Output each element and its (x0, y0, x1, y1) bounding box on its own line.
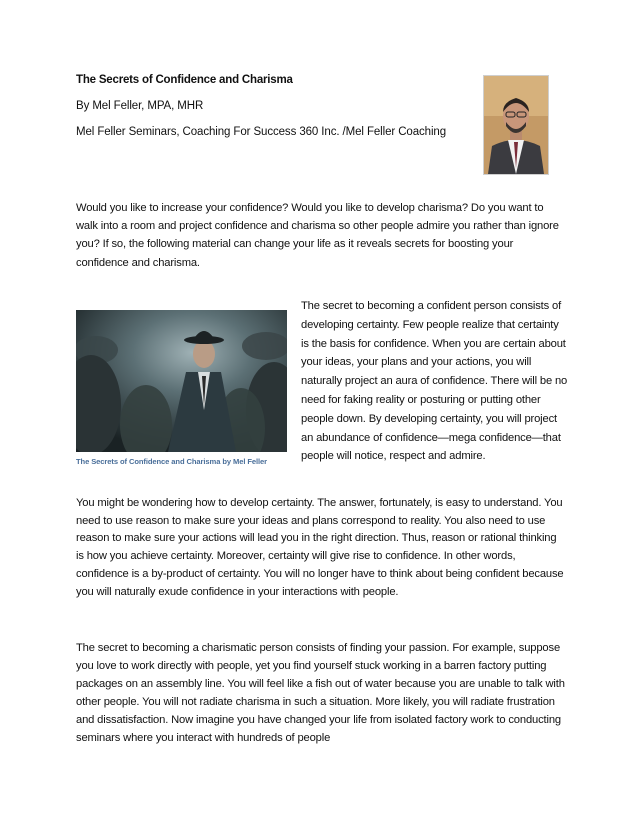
image-caption: The Secrets of Confidence and Charisma by Mel Feller (76, 457, 268, 466)
organization-line: Mel Feller Seminars, Coaching For Success 360 Inc. /Mel Feller Coaching (76, 126, 446, 138)
certainty-paragraph: You might be wondering how to develop certainty. The answer, fortunately, is easy to understand. You need to use reason to make sure your ideas and plans correspond to reality. You also need to use reason to make sure your actions will lead you in the right direction. Thus, reason or rational thinking is how you achieve certainty. Moreover, certainty will give rise to confidence. In other words, confidence is a by-product of certainty. You will no longer have to think about being confident because you will naturally exude confidence in your interactions with people. (76, 497, 564, 598)
document-title: The Secrets of Confidence and Charisma (76, 74, 293, 86)
confidence-paragraph: The secret to becoming a confident person consists of developing certainty. Few people realize that certainty is the basis for confidence. When you are certain about your ideas, your plans and your actions, you will naturally project an aura of confidence. There will be no need for faking reality or posturing or putting other people down. By developing certainty, you will project an abundance of confidence—mega confidence—that people will notice, respect and admire. (301, 300, 568, 463)
charisma-paragraph: The secret to becoming a charismatic person consists of finding your passion. For example, suppose you love to work directly with people, yet you find yourself stuck working in a barren factory putting packages on an assembly line. You will feel like a fish out of water because you are unable to talk with other people. You will not radiate charisma in such a situation. More likely, you will radiate frustration and dissatisfaction. Now imagine you have changed your life from isolated factory work to conducting seminars where you interact with hundreds of people (76, 642, 565, 744)
intro-paragraph: Would you like to increase your confidence? Would you like to develop charisma? Do you want to walk into a room and project confidence and charisma so other people admire you rather than ignore you? If so, the following material can change your life as it reveals secrets for boosting your confidence and charisma. (76, 202, 559, 269)
charisma-scene-image (76, 310, 287, 452)
author-portrait (483, 75, 549, 175)
author-line: By Mel Feller, MPA, MHR (76, 100, 204, 112)
